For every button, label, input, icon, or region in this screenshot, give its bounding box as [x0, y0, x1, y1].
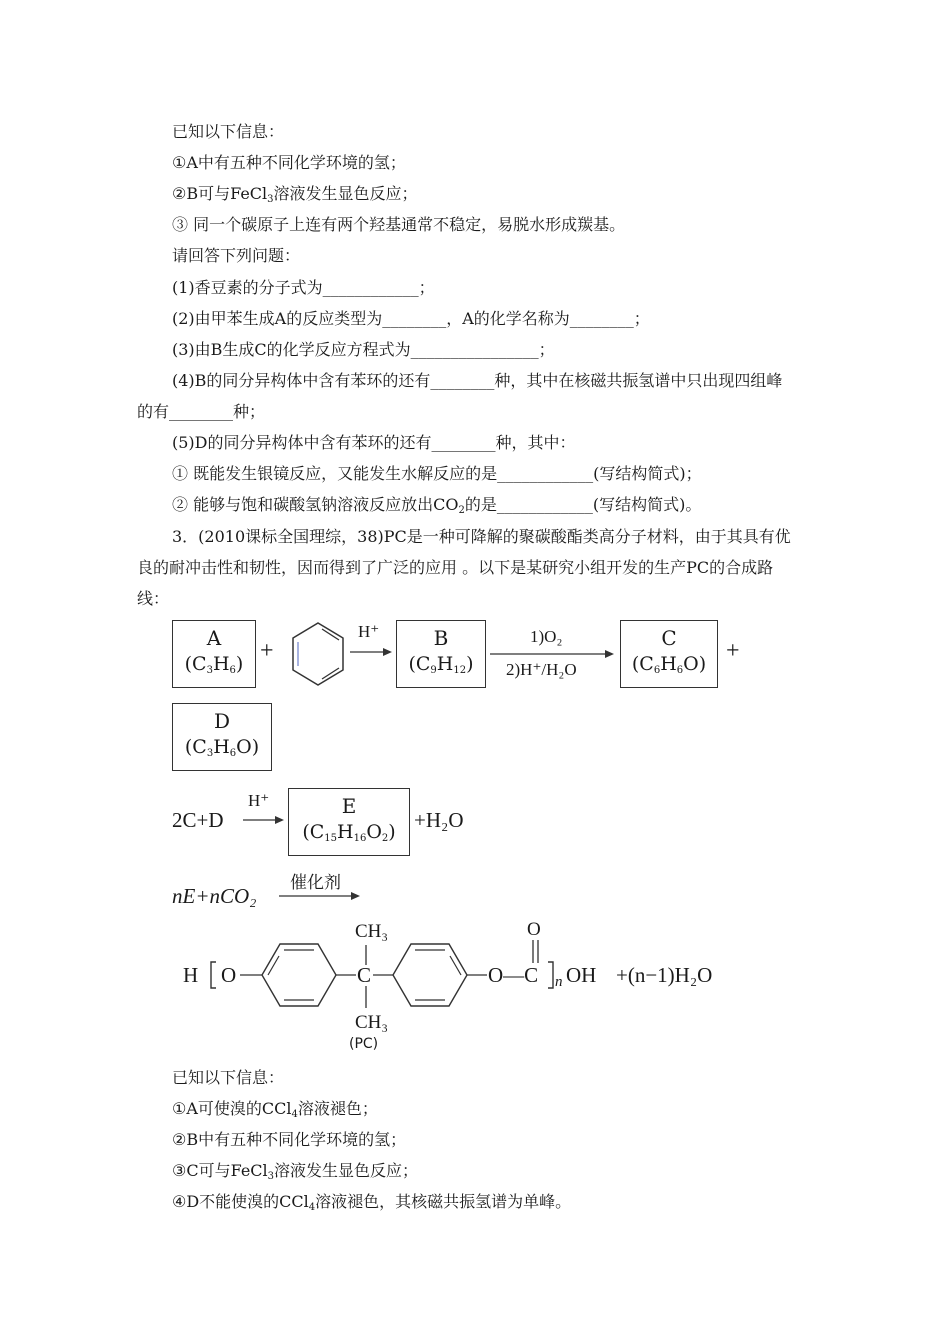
compound-c-box: [620, 620, 718, 688]
compound-c-label: C: [661, 626, 677, 650]
pc-ether-oxygen: O: [221, 963, 237, 987]
acid-catalyst-label-2: H⁺: [248, 791, 270, 810]
compound-e-formula: $(C_{15}H_{16}O_2)$: [302, 821, 396, 844]
pc-label: (PC): [349, 1036, 379, 1052]
acid-catalyst-label-1: H⁺: [358, 622, 380, 641]
question-5a: ① 既能发生银镜反应，又能发生水解反应的是____________(写结构简式)；: [172, 464, 702, 483]
info-line-1: ①A中有五种不同化学环境的氢；: [172, 153, 406, 172]
compound-a-label: A: [206, 626, 222, 650]
compound-e-box: [288, 788, 410, 856]
problem-3-line-3: 线：: [137, 589, 170, 608]
info-line-3: ③ 同一个碳原子上连有两个羟基通常不稳定，易脱水形成羰基。: [172, 215, 626, 234]
pc-carbonyl-oxygen: O: [527, 919, 541, 940]
pc-ester-linkage: O—C: [488, 963, 539, 987]
step-1-label: 1)O₂: [530, 627, 563, 646]
step-2-label: 2)H⁺/H₂O: [506, 660, 577, 679]
pc-methyl-bottom: CH₃: [355, 1012, 389, 1033]
question-4-line-1: (4)B的同分异构体中含有苯环的还有________种，其中在核磁共振氢谱中只出现四组峰: [172, 371, 783, 390]
question-5: (5)D的同分异构体中含有苯环的还有________种，其中：: [172, 433, 576, 452]
question-3: (3)由B生成C的化学反应方程式为________________；: [172, 340, 555, 359]
plus-sign-1: +: [260, 638, 274, 664]
compound-d-box: [172, 703, 272, 771]
catalyst-label: 催化剂: [290, 873, 341, 893]
question-4-line-2: 的有________种；: [137, 402, 266, 421]
compound-e-label: E: [341, 794, 357, 818]
compound-d-label: D: [213, 709, 231, 733]
known-info-heading-2: 已知以下信息：: [172, 1068, 285, 1087]
known-info-heading: 已知以下信息：: [172, 122, 285, 141]
compound-b-box: [396, 620, 486, 688]
plus-sign-2: +: [726, 638, 740, 664]
pc-end-hydrogen: H: [183, 963, 199, 987]
info2-line-2: ②B中有五种不同化学环境的氢；: [172, 1130, 407, 1149]
compound-c-formula: $(C_6H_6O)$: [631, 653, 707, 676]
info-line-2: ②B可与FeCl$_3$溶液发生显色反应；: [172, 184, 418, 205]
compound-b-formula: $(C_9H_{12})$: [408, 653, 474, 676]
compound-a-box: [172, 620, 256, 688]
pc-terminal-oh: OH: [566, 963, 597, 987]
equation-3-reactants: nE+nCO₂: [172, 884, 257, 908]
question-1: (1)香豆素的分子式为____________；: [172, 278, 435, 297]
pc-quaternary-carbon: C: [357, 963, 372, 987]
water-product: +H₂O: [414, 808, 464, 832]
pc-water-product: +(n−1)H₂O: [616, 963, 713, 987]
question-2: (2)由甲苯生成A的反应类型为________，A的化学名称为________；: [172, 309, 650, 328]
pc-repeat-n: n: [555, 974, 563, 990]
compound-b-label: B: [433, 626, 449, 650]
problem-3-line-1: 3．(2010课标全国理综，38)PC是一种可降解的聚碳酸酯类高分子材料，由于其具有优: [172, 527, 791, 546]
info2-line-4: ④D不能使溴的CCl$_4$溶液褪色，其核磁共振氢谱为单峰。: [172, 1192, 572, 1213]
problem-3-line-2: 良的耐冲击性和韧性，因而得到了广泛的应用 。以下是某研究小组开发的生产PC的合成路: [137, 558, 774, 577]
info2-line-1: ①A可使溴的CCl$_4$溶液褪色；: [172, 1099, 378, 1120]
info2-line-3: ③C可与FeCl$_3$溶液发生显色反应；: [172, 1161, 419, 1182]
pc-methyl-top: CH₃: [355, 921, 389, 942]
compound-d-formula: $(C_3H_6O)$: [184, 736, 260, 759]
compound-a-formula: $(C_3H_6)$: [184, 653, 244, 676]
answer-prompt: 请回答下列问题：: [172, 246, 301, 265]
equation-2-reactants: 2C+D: [172, 808, 224, 832]
question-5b: ② 能够与饱和碳酸氢钠溶液反应放出$CO_2$的是____________(写结构简式)。: [172, 495, 702, 516]
